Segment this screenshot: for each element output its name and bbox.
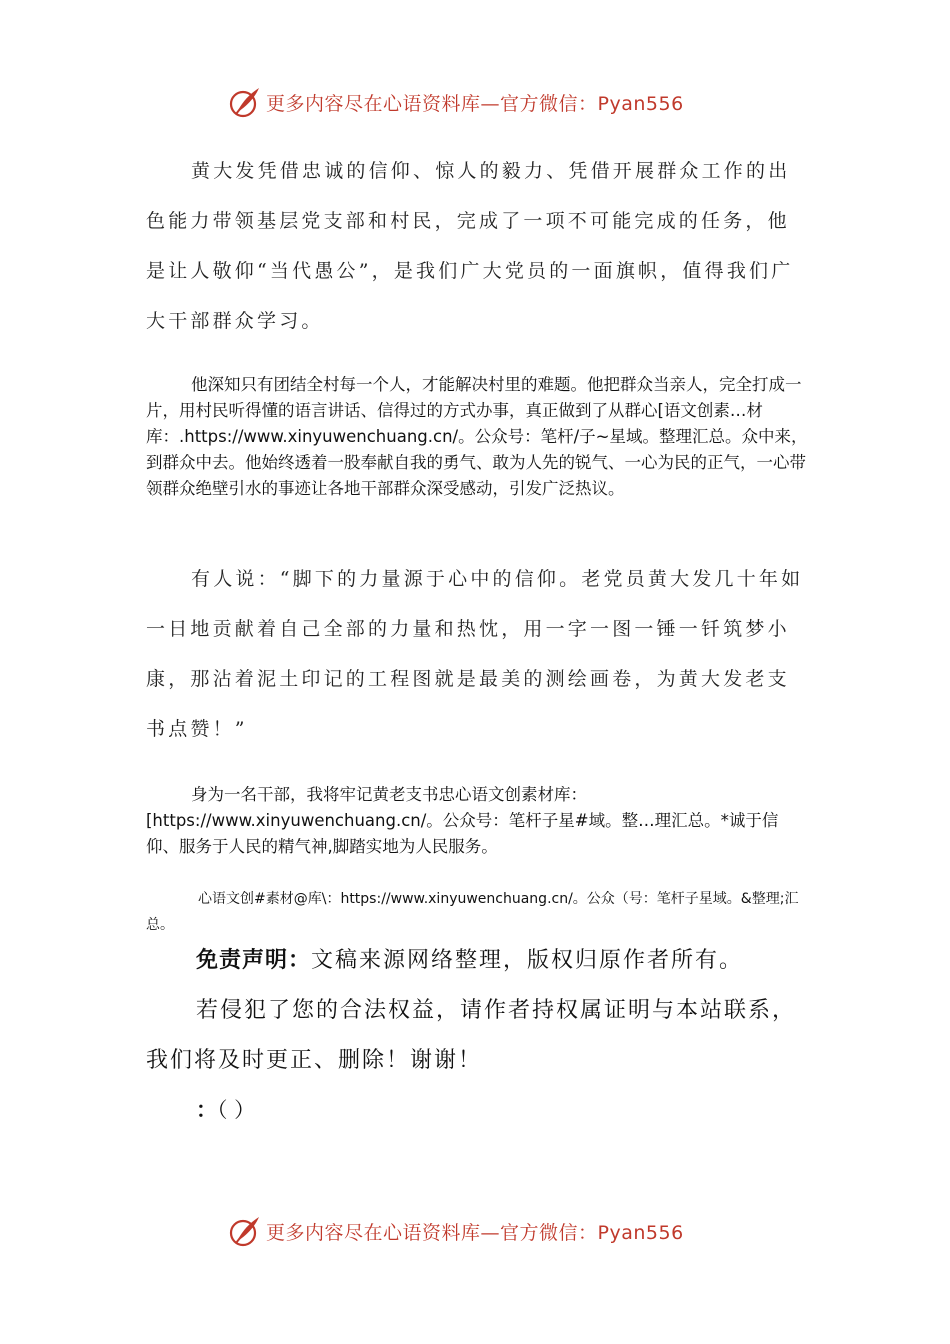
header-banner <box>228 84 728 120</box>
header-wechat-id: Pyan556 <box>597 92 684 115</box>
disclaimer-label: 免责声明： <box>196 948 312 973</box>
header-banner-text <box>266 89 684 116</box>
quill-pen-logo-icon <box>228 1214 262 1248</box>
paragraph-2: 他深知只有团结全村每一个人，才能解决村里的难题。他把群众当亲人，完全打成一片，用村民听得懂的语言讲话、信得过的方式办事，真正做到了从群心[语文创素…材库：.https://www.xinyuwenchuang.cn/。公众号：笔杆/子~星域。整理汇总。众中来，到群众中去。他始终透着一股奉献自我的勇气、敢为人先的锐气、一心为民的正气，一心带领群众绝壁引水的事迹让各地干部群众深受感动，引发广泛热议。 <box>146 375 808 498</box>
paragraph-1: 黄大发凭借忠诚的信仰、惊人的毅力、凭借开展群众工作的出色能力带领基层党支部和村民，完成了一项不可能完成的任务，他是让人敬仰“当代愚公”，是我们广大党员的一面旗帜，值得我们广大干部群众学习。 <box>146 160 794 332</box>
colon-mark: ： <box>196 1098 217 1122</box>
disclaimer-line-2: 若侵犯了您的合法权益，请作者持权属证明与本站联系，我们将及时更正、删除！谢谢！ <box>146 998 797 1073</box>
disclaimer-line-1 <box>146 936 810 986</box>
footer-wechat-id: Pyan556 <box>597 1221 684 1244</box>
parentheses: （ ） <box>217 1098 256 1122</box>
header-banner-label: 更多内容尽在心语资料库—官方微信： <box>266 92 598 115</box>
quill-pen-logo-icon <box>228 85 262 119</box>
paragraph-4: 身为一名干部，我将牢记黄老支书忠心语文创素材库：[https://www.xinyuwenchuang.cn/。公众号：笔杆子星#域。整…理汇总。*诚于信仰、服务于人民的精气神,脚踏实地为人民服务。 <box>146 785 779 856</box>
paragraph-5: 心语文创#素材@库\：https://www.xinyuwenchuang.cn/。公众（号：笔杆子星域。&整理;汇总。 <box>146 891 799 933</box>
footer-banner-text <box>266 1218 684 1245</box>
footer-banner-label: 更多内容尽在心语资料库—官方微信： <box>266 1221 598 1244</box>
footer-banner <box>228 1213 728 1249</box>
empty-parentheses-line <box>196 1094 255 1124</box>
disclaimer-text-1: 文稿来源网络整理，版权归原作者所有。 <box>311 948 744 973</box>
paragraph-3: 有人说：“脚下的力量源于心中的信仰。老党员黄大发几十年如一日地贡献着自己全部的力量和热忱，用一字一图一锤一钎筑梦小康，那沾着泥土印记的工程图就是最美的测绘画卷，为黄大发老支书点赞！” <box>146 568 804 740</box>
